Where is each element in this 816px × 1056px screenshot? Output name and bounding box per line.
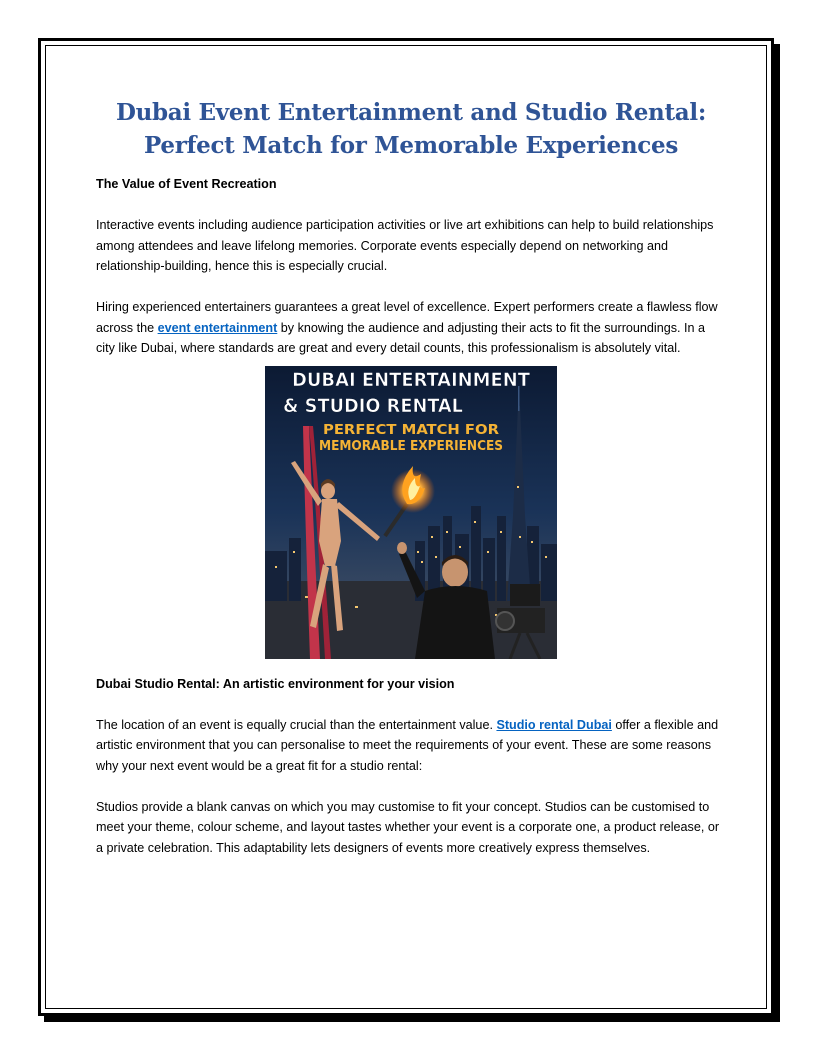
document-title <box>96 96 726 162</box>
document-body <box>96 90 726 858</box>
paragraph-blank-canvas: Studios provide a blank canvas on which you may customise to fit your concept. Studios can be customised to meet your theme, colour scheme, and layout tastes whether your event is a corporate one, a product release, or a private celebration. This adaptability lets designers of events more creatively express themselves. <box>96 799 720 855</box>
paragraph-text: Hiring experienced entertainers guarantees a great level of excellence. Expert performers create a flawless flow across the <box>96 300 718 335</box>
paragraph-text: by knowing the audience and adjusting their acts to fit the surroundings. In a city like Dubai, where standards are great and every detail counts, this professionalism is absolutely vital. <box>96 320 706 355</box>
paragraph-text: offer a flexible and artistic environment that you can personalise to meet the requirements of your event. These are some reasons why your next event would be a great fit for a studio rental: <box>96 717 719 773</box>
paragraph-hiring-entertainers <box>96 297 726 359</box>
poster-title-line-1: DUBAI ENTERTAINMENT <box>292 368 531 391</box>
event-entertainment-link[interactable]: event entertainment <box>157 320 278 335</box>
poster-title-line-2: & STUDIO RENTAL <box>283 394 464 417</box>
title-line-2: Perfect Match for Memorable Experiences <box>144 132 678 159</box>
studio-rental-dubai-link[interactable]: Studio rental Dubai <box>496 717 612 732</box>
poster-image <box>265 366 557 659</box>
paragraph-location <box>96 715 726 777</box>
poster-subtitle-line-1: PERFECT MATCH FOR <box>323 422 499 438</box>
paragraph-text: The location of an event is equally crucial than the entertainment value. <box>96 717 497 732</box>
section-heading-studio-rental: Dubai Studio Rental: An artistic environment for your vision <box>96 676 455 691</box>
poster-subtitle-line-2: MEMORABLE EXPERIENCES <box>319 438 503 454</box>
section-heading-value: The Value of Event Recreation <box>96 177 277 191</box>
title-line-1: Dubai Event Entertainment and Studio Rental: <box>115 99 707 126</box>
paragraph-interactive-events: Interactive events including audience participation activities or live art exhibitions can help to build relationships among attendees and leave lifelong memories. Corporate events especially depend on networking and relationship-building, hence this is especially crucial. <box>96 218 714 273</box>
